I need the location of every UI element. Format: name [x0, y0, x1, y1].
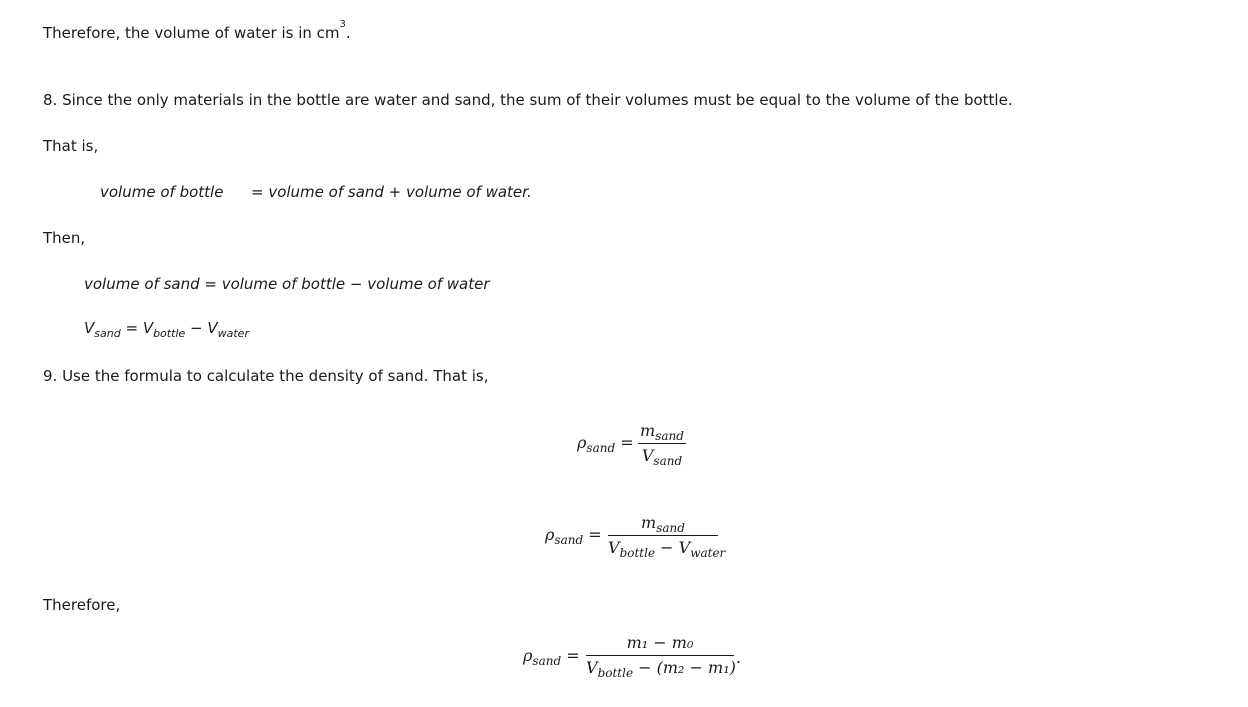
that-is-label: That is, [43, 137, 99, 155]
sand-volume-equation: volume of sand = volume of bottle − volume of water [84, 275, 490, 293]
sand-volume-symbolic-equation: $V_{sand} = V_{bottle} - V_{water}$ [84, 319, 249, 340]
therefore-label: Therefore, [43, 596, 121, 614]
step-9-text: 9. Use the formula to calculate the density of sand. That is, [43, 367, 489, 385]
then-label: Then, [43, 229, 86, 247]
volume-of-water-sentence: Therefore, the volume of water is in $cm^3$. [43, 19, 351, 42]
bottle-volume-equation: volume of bottle = volume of sand + volume of water. [100, 183, 532, 201]
step-8-text: 8. Since the only materials in the bottle are water and sand, the sum of their volumes must be equal to the volume of the bottle. [43, 91, 1013, 109]
